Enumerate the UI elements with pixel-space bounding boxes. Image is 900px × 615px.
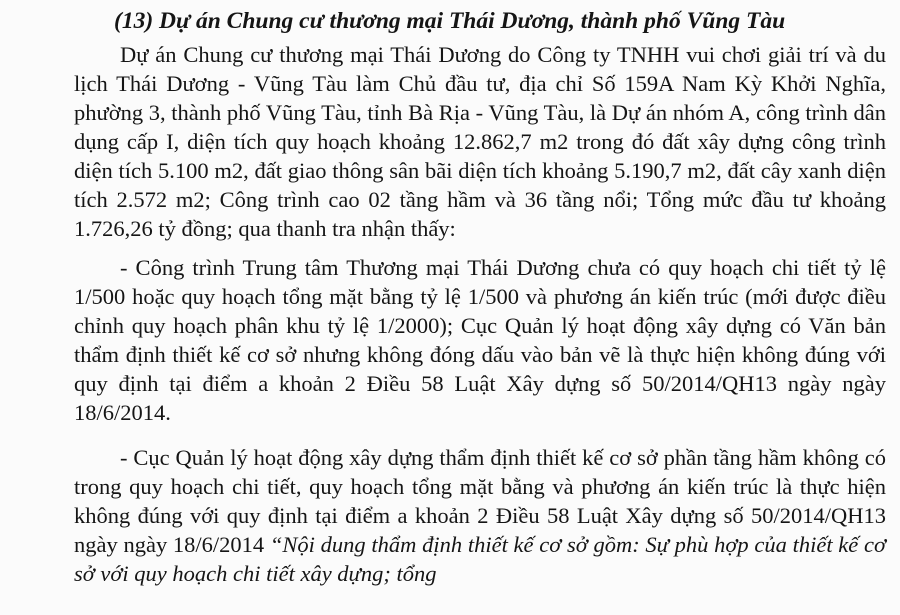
paragraph-finding-basement-text: - Cục Quản lý hoạt động xây dựng thẩm định thiết kế cơ sở phần tầng hầm không có trong quy hoạch chi tiết, quy hoạch tổng mặt bằng và phương án kiến trúc là thực hiện không đúng với quy định tại điểm a khoản 2 Điều 58 Luật Xây dựng số 50/2014/QH13 ngày ngày 18/6/2014 — [74, 445, 886, 557]
paragraph-project-overview: Dự án Chung cư thương mại Thái Dương do Công ty TNHH vui chơi giải trí và du lịch Thái Dương - Vũng Tàu làm Chủ đầu tư, địa chỉ Số 159A Nam Kỳ Khởi Nghĩa, phường 3, thành phố Vũng Tàu, tỉnh Bà Rịa - Vũng Tàu, là Dự án nhóm A, công trình dân dụng cấp I, diện tích quy hoạch khoảng 12.862,7 m2 trong đó đất xây dựng công trình diện tích 5.100 m2, đất giao thông sân bãi diện tích khoảng 5.190,7 m2, đất cây xanh diện tích 2.572 m2; Công trình cao 02 tầng hầm và 36 tầng nổi; Tổng mức đầu tư khoảng 1.726,26 tỷ đồng; qua thanh tra nhận thấy: — [74, 42, 886, 241]
paragraph-finding-planning: - Công trình Trung tâm Thương mại Thái Dương chưa có quy hoạch chi tiết tỷ lệ 1/500 hoặc quy hoạch tổng mặt bằng tỷ lệ 1/500 và phương án kiến trúc (mới được điều chỉnh quy hoạch phân khu tỷ lệ 1/2000); Cục Quản lý hoạt động xây dựng có Văn bản thẩm định thiết kế cơ sở nhưng không đóng dấu vào bản vẽ là thực hiện không đúng với quy định tại điểm a khoản 2 Điều 58 Luật Xây dựng số 50/2014/QH13 ngày ngày 18/6/2014. — [74, 255, 886, 425]
legal-quote: “Nội dung thẩm định thiết kế cơ sở gồm: Sự phù hợp của thiết kế cơ sở với quy hoạch chi tiết xây dựng; tổng — [74, 532, 886, 586]
paragraph-finding-basement — [74, 443, 886, 588]
section-heading: (13) Dự án Chung cư thương mại Thái Dương, thành phố Vũng Tàu — [114, 8, 786, 34]
document-page — [0, 5, 900, 615]
